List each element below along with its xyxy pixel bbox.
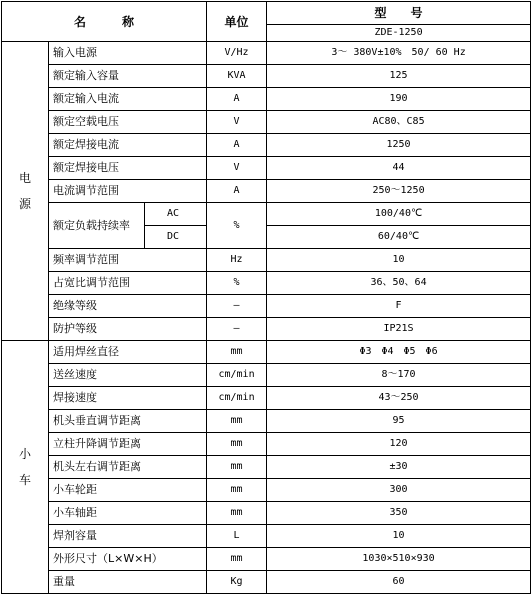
table-row <box>2 410 531 433</box>
row-name: 额定负载持续率 <box>49 203 145 249</box>
table-row <box>2 479 531 502</box>
row-unit: mm <box>207 479 267 502</box>
row-name: 适用焊丝直径 <box>49 341 207 364</box>
row-unit: KVA <box>207 65 267 88</box>
table-row <box>2 341 531 364</box>
row-value: 10 <box>267 525 531 548</box>
row-sub-label: DC <box>145 226 207 249</box>
table-row <box>2 502 531 525</box>
row-unit: mm <box>207 456 267 479</box>
row-value: Φ3 Φ4 Φ5 Φ6 <box>267 341 531 364</box>
row-value: 125 <box>267 65 531 88</box>
table-row <box>2 249 531 272</box>
row-value: 350 <box>267 502 531 525</box>
row-name: 立柱升降调节距离 <box>49 433 207 456</box>
row-value: 100/40℃ <box>267 203 531 226</box>
table-row <box>2 295 531 318</box>
row-name: 焊剂容量 <box>49 525 207 548</box>
row-unit: – <box>207 318 267 341</box>
row-unit: cm/min <box>207 387 267 410</box>
table-row <box>2 111 531 134</box>
row-value: 60/40℃ <box>267 226 531 249</box>
row-name: 额定焊接电流 <box>49 134 207 157</box>
row-unit: V <box>207 111 267 134</box>
table-row <box>2 548 531 571</box>
table-row <box>2 456 531 479</box>
header-name: 名 称 <box>2 2 207 42</box>
table-row <box>2 88 531 111</box>
row-name: 额定焊接电压 <box>49 157 207 180</box>
header-unit: 单位 <box>207 2 267 42</box>
row-value: 120 <box>267 433 531 456</box>
section-power <box>2 42 49 341</box>
row-unit: % <box>207 203 267 249</box>
row-unit: cm/min <box>207 364 267 387</box>
table-row <box>2 157 531 180</box>
row-value: 10 <box>267 249 531 272</box>
row-unit: mm <box>207 548 267 571</box>
row-value: 95 <box>267 410 531 433</box>
row-name: 输入电源 <box>49 42 207 65</box>
row-unit: mm <box>207 433 267 456</box>
row-name: 小车轮距 <box>49 479 207 502</box>
row-value: AC80、C85 <box>267 111 531 134</box>
row-value: 3～ 380V±10% 50/ 60 Hz <box>267 42 531 65</box>
row-unit: mm <box>207 502 267 525</box>
row-value: 60 <box>267 571 531 594</box>
table-row <box>2 571 531 594</box>
section-carriage-label: 小车 <box>18 447 31 487</box>
row-name: 外形尺寸（L×W×H） <box>49 548 207 571</box>
row-unit: Hz <box>207 249 267 272</box>
table-row <box>2 180 531 203</box>
row-unit: A <box>207 88 267 111</box>
table-row <box>2 203 531 226</box>
row-value: 1250 <box>267 134 531 157</box>
row-value: 250～1250 <box>267 180 531 203</box>
row-unit: mm <box>207 410 267 433</box>
row-unit: V/Hz <box>207 42 267 65</box>
row-name: 机头左右调节距离 <box>49 456 207 479</box>
row-name: 频率调节范围 <box>49 249 207 272</box>
row-name: 焊接速度 <box>49 387 207 410</box>
row-value: 36、50、64 <box>267 272 531 295</box>
row-name: 机头垂直调节距离 <box>49 410 207 433</box>
row-unit: mm <box>207 341 267 364</box>
row-name: 绝缘等级 <box>49 295 207 318</box>
row-value: 43～250 <box>267 387 531 410</box>
table-row <box>2 525 531 548</box>
row-sub-label: AC <box>145 203 207 226</box>
row-value: 1030×510×930 <box>267 548 531 571</box>
row-name: 送丝速度 <box>49 364 207 387</box>
table-row <box>2 433 531 456</box>
row-value: F <box>267 295 531 318</box>
row-value: 8～170 <box>267 364 531 387</box>
row-value: IP21S <box>267 318 531 341</box>
row-unit: V <box>207 157 267 180</box>
table-row <box>2 387 531 410</box>
table-row <box>2 364 531 387</box>
model-code: ZDE-1250 <box>267 25 531 42</box>
row-value: 190 <box>267 88 531 111</box>
row-name: 额定空载电压 <box>49 111 207 134</box>
row-name: 额定输入容量 <box>49 65 207 88</box>
row-unit: Kg <box>207 571 267 594</box>
header-model: 型 号 <box>267 2 531 25</box>
section-carriage <box>2 341 49 594</box>
row-value: 44 <box>267 157 531 180</box>
row-name: 占宽比调节范围 <box>49 272 207 295</box>
row-value: 300 <box>267 479 531 502</box>
row-name: 小车轴距 <box>49 502 207 525</box>
row-name: 防护等级 <box>49 318 207 341</box>
row-name: 重量 <box>49 571 207 594</box>
row-name: 额定输入电流 <box>49 88 207 111</box>
table-row <box>2 65 531 88</box>
row-unit: L <box>207 525 267 548</box>
row-name: 电流调节范围 <box>49 180 207 203</box>
row-value: ±30 <box>267 456 531 479</box>
header-row <box>2 2 531 25</box>
row-unit: A <box>207 134 267 157</box>
table-row <box>2 272 531 295</box>
spec-table <box>1 1 531 594</box>
row-unit: % <box>207 272 267 295</box>
row-unit: – <box>207 295 267 318</box>
section-power-label: 电源 <box>18 171 31 211</box>
row-unit: A <box>207 180 267 203</box>
table-row <box>2 318 531 341</box>
table-row <box>2 42 531 65</box>
table-row <box>2 134 531 157</box>
